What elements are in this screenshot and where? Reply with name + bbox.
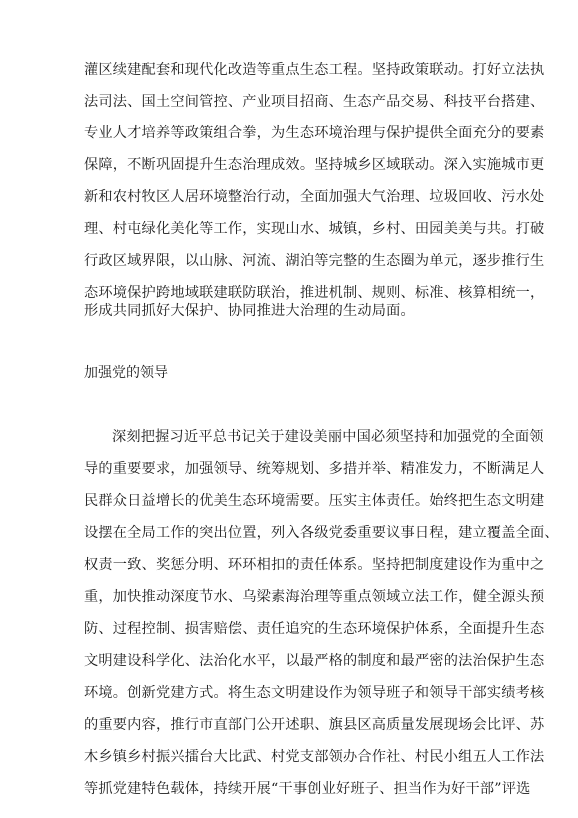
paragraph-2-line-4: 设摆在全局工作的突出位置，列入各级党委重要议事日程，建立覆盖全面、: [84, 525, 559, 541]
paragraph-1-line-6: 理、村屯绿化美化等工作，实现山水、城镇，乡村、田园美美与共。打破: [84, 221, 545, 237]
paragraph-1-line-3: 专业人才培养等政策组合拳，为生态环境治理与保护提供全面充分的要素: [84, 125, 545, 141]
paragraph-2-line-3: 民群众日益增长的优美生态环境需要。压实主体责任。始终把生态文明建: [84, 493, 545, 509]
paragraph-1-line-1: 灌区续建配套和现代化改造等重点生态工程。坚持政策联动。打好立法执: [84, 62, 545, 78]
paragraph-1-line-7: 行政区域界限，以山脉、河流、湖泊等完整的生态圈为单元，逐步推行生: [84, 253, 545, 269]
paragraph-1-line-8: 态环境保护跨地域联建联防联治，推进机制、规则、标准、核算相统一，: [84, 285, 545, 301]
paragraph-2-line-11: 木乡镇乡村振兴擂台大比武、村党支部领办合作社、村民小组五人工作法: [84, 749, 545, 765]
paragraph-1-line-2: 法司法、国土空间管控、产业项目招商、生态产品交易、科技平台搭建、: [84, 94, 545, 110]
paragraph-2-line-6: 重，加快推动深度节水、乌梁素海治理等重点领域立法工作，健全源头预: [84, 589, 545, 605]
section-heading: 加强党的领导: [84, 365, 168, 381]
paragraph-2-line-2: 导的重要要求，加强领导、统筹规划、多措并举、精准发力，不断满足人: [84, 461, 545, 477]
paragraph-1-line-4: 保障，不断巩固提升生态治理成效。坚持城乡区域联动。深入实施城市更: [84, 157, 545, 173]
paragraph-2-line-7: 防、过程控制、损害赔偿、责任追究的生态环境保护体系，全面提升生态: [84, 621, 545, 637]
paragraph-2-line-9: 环境。创新党建方式。将生态文明建设作为领导班子和领导干部实绩考核: [84, 685, 545, 701]
paragraph-1-line-5: 新和农村牧区人居环境整治行动，全面加强大气治理、垃圾回收、污水处: [84, 189, 545, 205]
paragraph-2-line-8: 文明建设科学化、法治化水平，以最严格的制度和最严密的法治保护生态: [84, 653, 545, 669]
paragraph-2-line-10: 的重要内容，推行市直部门公开述职、旗县区高质量发展现场会比评、苏: [84, 717, 545, 733]
paragraph-2-line-1: 深刻把握习近平总书记关于建设美丽中国必须坚持和加强党的全面领: [112, 429, 544, 445]
paragraph-2-line-12: 等抓党建特色载体，持续开展“干事创业好班子、担当作为好干部”评选: [84, 781, 531, 797]
paragraph-2-line-5: 权责一致、奖惩分明、环环相扣的责任体系。坚持把制度建设作为重中之: [84, 557, 545, 573]
paragraph-1-line-9: 形成共同抓好大保护、协同推进大治理的生动局面。: [84, 303, 415, 319]
